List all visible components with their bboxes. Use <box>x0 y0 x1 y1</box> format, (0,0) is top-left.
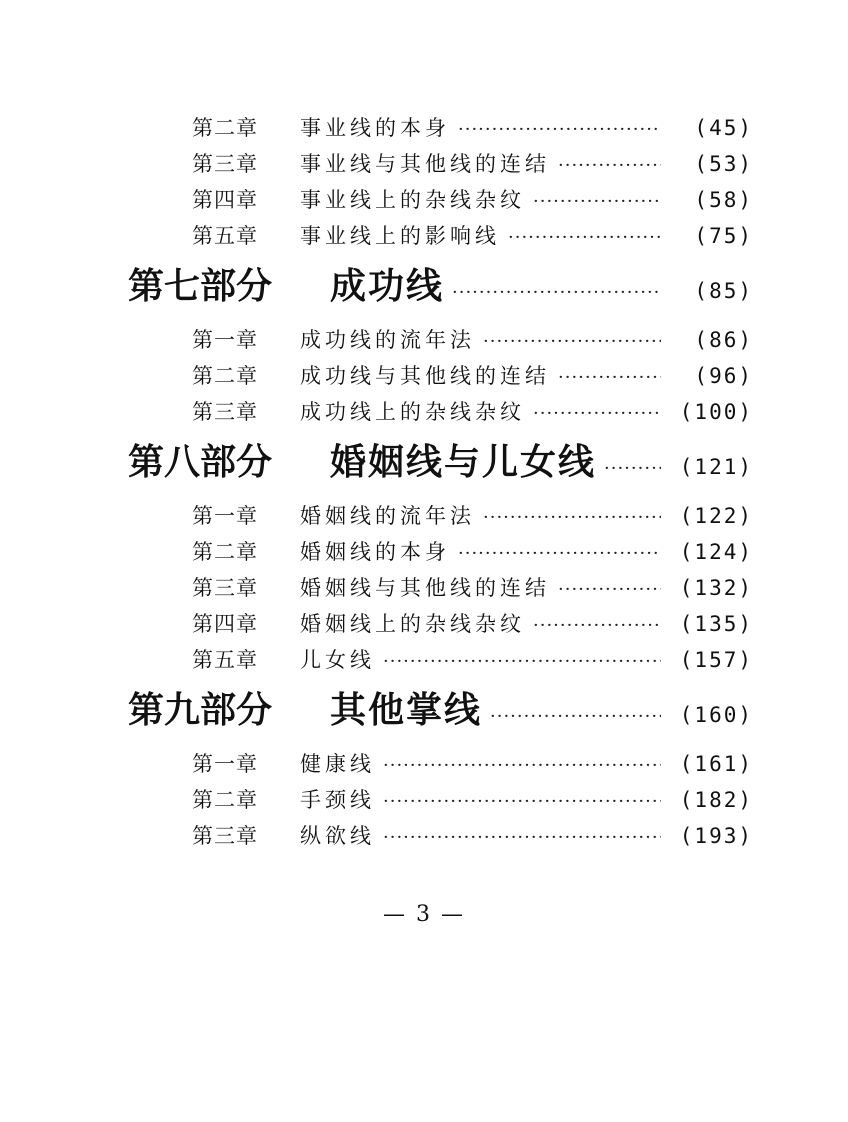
page-number: (132) <box>679 576 753 600</box>
dot-leader <box>558 367 661 388</box>
part-number: 第九部分 <box>128 689 273 731</box>
page-number: (58) <box>694 188 753 212</box>
page-number: (135) <box>679 612 753 636</box>
chapter-title: 婚姻线的本身 <box>300 540 450 564</box>
dot-leader <box>533 615 661 636</box>
chapter-title: 事业线上的杂线杂纹 <box>300 188 525 212</box>
chapter-number: 第三章 <box>192 152 258 176</box>
page-number: (124) <box>679 540 753 564</box>
chapter-number: 第一章 <box>192 328 258 352</box>
toc-chapter-entry <box>128 784 753 820</box>
page-number: (193) <box>679 824 753 848</box>
chapter-title: 成功线与其他线的连结 <box>300 364 550 388</box>
table-of-contents <box>128 112 753 856</box>
page-number: (85) <box>694 279 753 303</box>
chapter-number: 第一章 <box>192 504 258 528</box>
chapter-number: 第五章 <box>192 648 258 672</box>
toc-part-heading <box>128 434 753 492</box>
chapter-title: 婚姻线与其他线的连结 <box>300 576 550 600</box>
dot-leader <box>604 458 661 479</box>
chapter-number: 第四章 <box>192 188 258 212</box>
dot-leader <box>383 651 661 672</box>
toc-chapter-entry <box>128 820 753 856</box>
page-number: (182) <box>679 788 753 812</box>
part-number: 第八部分 <box>128 441 273 483</box>
toc-chapter-entry <box>128 324 753 360</box>
dot-leader <box>483 507 661 528</box>
dot-leader <box>383 755 661 776</box>
dot-leader <box>558 155 661 176</box>
dot-leader <box>533 191 661 212</box>
chapter-title: 成功线的流年法 <box>300 328 475 352</box>
dot-leader <box>383 827 661 848</box>
part-number: 第七部分 <box>128 265 273 307</box>
toc-chapter-entry <box>128 112 753 148</box>
toc-part-heading <box>128 258 753 316</box>
page-number: (121) <box>679 455 753 479</box>
dot-leader <box>533 403 661 424</box>
page-number: (100) <box>679 400 753 424</box>
chapter-title: 婚姻线上的杂线杂纹 <box>300 612 525 636</box>
toc-chapter-entry <box>128 220 753 256</box>
dot-leader <box>508 227 661 248</box>
chapter-number: 第二章 <box>192 364 258 388</box>
toc-chapter-entry <box>128 644 753 680</box>
page-number: (75) <box>694 224 753 248</box>
chapter-number: 第二章 <box>192 116 258 140</box>
dot-leader <box>458 119 661 140</box>
part-title: 婚姻线与儿女线 <box>330 441 597 483</box>
chapter-number: 第三章 <box>192 576 258 600</box>
chapter-number: 第四章 <box>192 612 258 636</box>
page-number: (157) <box>679 648 753 672</box>
chapter-title: 事业线与其他线的连结 <box>300 152 550 176</box>
toc-chapter-entry <box>128 396 753 432</box>
toc-chapter-entry <box>128 572 753 608</box>
chapter-title: 手颈线 <box>300 788 375 812</box>
page-number: (96) <box>694 364 753 388</box>
dot-leader <box>383 791 661 812</box>
toc-part-heading <box>128 682 753 740</box>
chapter-number: 第二章 <box>192 540 258 564</box>
page-number: (122) <box>679 504 753 528</box>
page-folio: — 3 — <box>383 902 465 927</box>
toc-chapter-entry <box>128 536 753 572</box>
chapter-title: 儿女线 <box>300 648 375 672</box>
chapter-number: 第五章 <box>192 224 258 248</box>
toc-chapter-entry <box>128 748 753 784</box>
chapter-title: 婚姻线的流年法 <box>300 504 475 528</box>
chapter-title: 事业线上的影响线 <box>300 224 500 248</box>
dot-leader <box>483 331 661 352</box>
page-number: (86) <box>694 328 753 352</box>
chapter-title: 成功线上的杂线杂纹 <box>300 400 525 424</box>
part-title: 其他掌线 <box>330 689 483 731</box>
chapter-number: 第一章 <box>192 752 258 776</box>
toc-chapter-entry <box>128 500 753 536</box>
chapter-number: 第二章 <box>192 788 258 812</box>
toc-chapter-entry <box>128 608 753 644</box>
toc-chapter-entry <box>128 360 753 396</box>
page-number: (53) <box>694 152 753 176</box>
dot-leader <box>452 282 661 303</box>
chapter-number: 第三章 <box>192 824 258 848</box>
chapter-title: 事业线的本身 <box>300 116 450 140</box>
page-number: (45) <box>694 116 753 140</box>
page-number: (161) <box>679 752 753 776</box>
toc-chapter-entry <box>128 148 753 184</box>
dot-leader <box>558 579 661 600</box>
dot-leader <box>458 543 661 564</box>
chapter-title: 纵欲线 <box>300 824 375 848</box>
toc-chapter-entry <box>128 184 753 220</box>
part-title: 成功线 <box>330 265 445 307</box>
dot-leader <box>490 706 661 727</box>
page-number: (160) <box>679 703 753 727</box>
chapter-title: 健康线 <box>300 752 375 776</box>
chapter-number: 第三章 <box>192 400 258 424</box>
